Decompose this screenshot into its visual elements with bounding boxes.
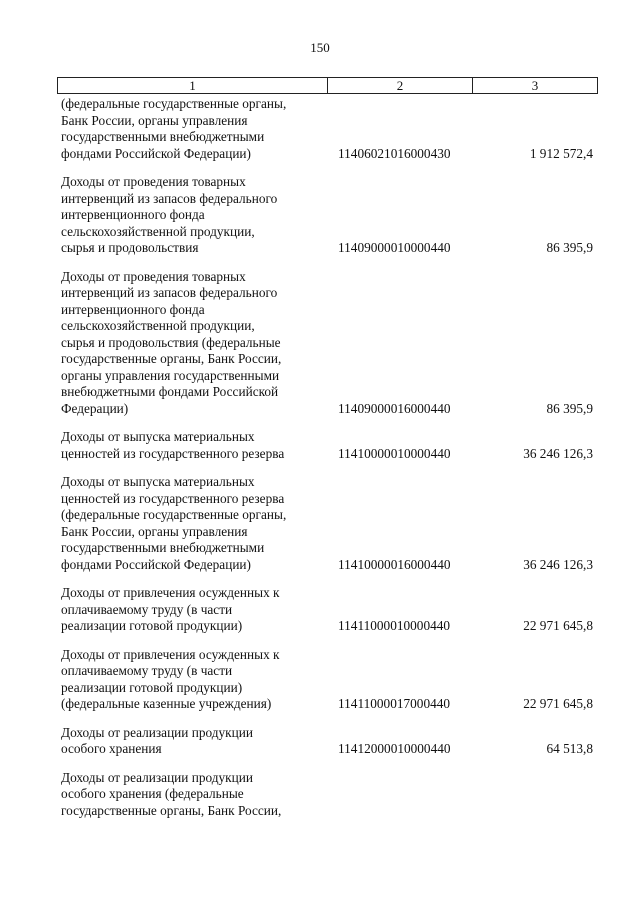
table-row <box>61 96 601 162</box>
table-row <box>61 770 601 820</box>
column-header-3: 3 <box>531 78 539 93</box>
row-description <box>61 429 321 462</box>
description-line: реализации готовой продукции) <box>61 679 243 695</box>
amount: 36 246 126,3 <box>523 556 593 572</box>
description-line: Доходы от проведения товарных <box>61 174 246 189</box>
description-line: Банк России, органы управления <box>61 523 248 539</box>
budget-code: 11410000016000440 <box>338 556 451 572</box>
row-description <box>61 725 321 758</box>
budget-code: 11406021016000430 <box>338 145 451 161</box>
description-line: (федеральные государственные органы, <box>61 96 287 111</box>
amount: 86 395,9 <box>546 240 593 255</box>
description-line: реализации готовой продукции) <box>61 618 243 633</box>
amount: 22 971 645,8 <box>523 618 593 633</box>
description-line: сельскохозяйственной продукции, <box>61 318 255 333</box>
description-line: Доходы от реализации продукции <box>61 769 253 785</box>
description-line: внебюджетными фондами Российской <box>61 384 279 399</box>
budget-code: 11412000010000440 <box>338 741 451 756</box>
column-header-1: 1 <box>58 78 328 93</box>
description-line: государственные органы, Банк России, <box>61 802 282 818</box>
description-line: государственные органы, Банк России, <box>61 351 282 366</box>
table-row <box>61 725 601 758</box>
description-line: интервенций из запасов федерального <box>61 285 278 300</box>
table-row <box>61 647 601 713</box>
table-row <box>61 585 601 635</box>
amount: 64 513,8 <box>546 741 593 756</box>
column-header-2: 2 <box>328 78 473 93</box>
description-line: фондами Российской Федерации) <box>61 145 251 161</box>
description-line: особого хранения (федеральные <box>61 786 244 801</box>
amount: 22 971 645,8 <box>523 696 593 711</box>
description-line: Банк России, органы управления <box>61 112 248 128</box>
description-line: (федеральные государственные органы, <box>61 507 287 522</box>
description-line: сырья и продовольствия <box>61 240 199 255</box>
table-row <box>61 174 601 257</box>
budget-code: 11409000010000440 <box>338 240 451 255</box>
budget-code: 11410000010000440 <box>338 445 451 461</box>
description-line: фондами Российской Федерации) <box>61 556 251 572</box>
row-description <box>61 96 321 162</box>
table-body <box>61 96 601 831</box>
description-line: Федерации) <box>61 400 129 416</box>
description-line: оплачиваемому труду (в части <box>61 663 233 678</box>
table-row <box>61 474 601 573</box>
description-line: Доходы от проведения товарных <box>61 268 246 284</box>
page-number: 150 <box>310 40 330 55</box>
row-description <box>61 474 321 573</box>
table-row <box>61 429 601 462</box>
description-line: особого хранения <box>61 741 162 756</box>
description-line: оплачиваемому труду (в части <box>61 601 233 617</box>
row-description <box>61 174 321 257</box>
table-row <box>61 269 601 418</box>
amount: 86 395,9 <box>546 400 593 416</box>
amount: 36 246 126,3 <box>523 445 593 461</box>
description-line: интервенционного фонда <box>61 301 205 317</box>
row-description <box>61 647 321 713</box>
row-description <box>61 269 321 418</box>
row-description <box>61 770 321 820</box>
description-line: органы управления государственными <box>61 367 280 383</box>
amount: 1 912 572,4 <box>529 145 593 161</box>
description-line: интервенционного фонда <box>61 207 205 222</box>
budget-code: 11411000010000440 <box>338 618 451 633</box>
description-line: Доходы от привлечения осужденных к <box>61 646 280 662</box>
description-line: ценностей из государственного резерва <box>61 490 285 506</box>
description-line: государственными внебюджетными <box>61 129 265 144</box>
description-line: Доходы от реализации продукции <box>61 724 253 740</box>
description-line: (федеральные казенные учреждения) <box>61 696 272 711</box>
description-line: сырья и продовольствия (федеральные <box>61 334 281 350</box>
description-line: Доходы от выпуска материальных <box>61 429 255 444</box>
description-line: ценностей из государственного резерва <box>61 445 285 461</box>
budget-code: 11409000016000440 <box>338 400 451 416</box>
budget-code: 11411000017000440 <box>338 696 451 711</box>
description-line: Доходы от привлечения осужденных к <box>61 585 280 600</box>
description-line: сельскохозяйственной продукции, <box>61 223 255 239</box>
row-description <box>61 585 321 635</box>
table-header <box>57 77 598 94</box>
description-line: Доходы от выпуска материальных <box>61 474 255 489</box>
description-line: государственными внебюджетными <box>61 540 265 555</box>
description-line: интервенций из запасов федерального <box>61 190 278 206</box>
